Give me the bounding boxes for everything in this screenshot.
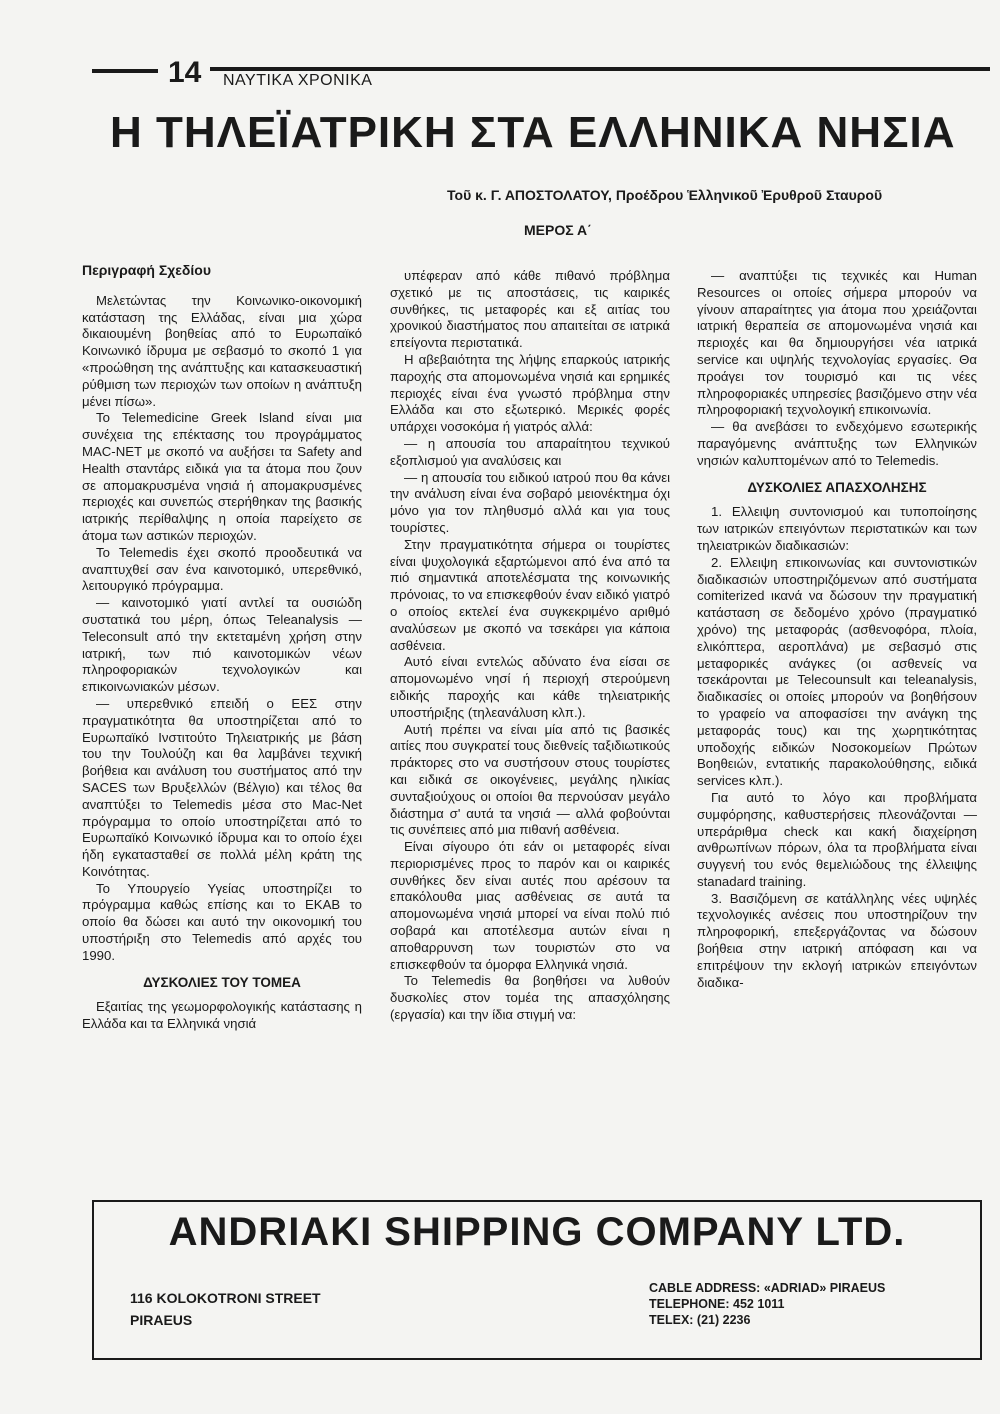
paragraph: Το Telemedis έχει σκοπό προοδευτικά να αναπτυχθεί σαν ένα καινοτομικό, υπερεθνικό, λειτουργικό πρόγραμμα. [82, 544, 362, 594]
paragraph: Αυτό είναι εντελώς αδύνατο ένα είσαι σε απομονωμένο νησί ή περιοχή στερούμενη ειδικής παροχής και κάθε τηλειατρικής υποστήριξης (τηλεανάλυση κλπ.). [390, 654, 670, 720]
section-heading: Περιγραφή Σχεδίου [82, 262, 212, 278]
paragraph: υπέφεραν από κάθε πιθανό πρόβλημα σχετικό με τις αποστάσεις, τις καιρικές συνθήκες, τις μεταφορές και εξ αιτίας του χρονικού διαστήματος που απαιτείται σε ιατρικά επείγοντα περιστατικά. [390, 268, 670, 351]
advertiser-name: ANDRIAKI SHIPPING COMPANY LTD. [168, 1210, 906, 1254]
cable-address: CABLE ADDRESS: «ADRIAD» PIRAEUS [649, 1281, 886, 1295]
paragraph: 3. Βασιζόμενη σε κατάλληλης νέες υψηλές τεχνολογικές ανέσεις που υποστηρίζουν την πληροφορική, επεξεργάζοντας να δώσουν βοήθεια στην ιατρική απόφαση και να επιτρέψουν την εκλογή ιατρικών επειγόντων διαδικα- [697, 890, 977, 990]
telex: TELEX: (21) 2236 [649, 1313, 751, 1327]
paragraph: 2. Ελλειψη επικοινωνίας και συντονιστικών διαδικασιών υποστηριζόμενων από συστήματα comiterized ικανά να δώσουν την πραγματική κατάσταση σε δεδομένο χρόνο (πραγματικό χρόνο) της μεταφοράς (ασθενοφόρα, πλοία, ελικόπτερα, αεροπλάνα) με σεβασμό στις μεταφορικές ανάγκες (οι ασθενείς να τσεκάρονται με Telecounsult και teleanalysis, διαδικασίες οι οποίες μπορούν να βοηθήσουν το γραφείο να αποφασίσει την ανάγκη της μεταφοράς τους) και της χωρητικότητας υποδοχής ειδικών Νοσοκομείων Πρώτων Βοηθειών, εντατικής παρακολούθησης, ειδικά services κλπ.). [697, 554, 977, 789]
article-byline: Τοῦ κ. Γ. ΑΠΟΣΤΟΛΑΤΟΥ, Προέδρου Ἑλληνικοῦ Ἐρυθροῦ Σταυροῦ [447, 187, 883, 203]
section-heading: ΔΥΣΚΟΛΙΕΣ ΤΟΥ ΤΟΜΕΑ [143, 974, 301, 990]
paragraph: Στην πραγματικότητα σήμερα οι τουρίστες είναι ψυχολογικά εξαρτώμενοι από ένα από τα πιό σημαντικά αποτελέσματα της κοινωνικής πρόνοιας, το να επισκεφθούν έναν ειδικό γιατρό ο οποίος εκτελεί ένα συγκεκριμένο αριθμό αναλύσεων με σκοπό να τσεκάρει για κάποια ασθένεια. [390, 536, 670, 653]
paragraph: Η αβεβαιότητα της λήψης επαρκούς ιατρικής παροχής στα απομονωμένα νησιά και ερημικές περιοχές είναι ένα γνωστό πρόβλημα στην Ελλάδα και στο εξωτερικό. Μερικές φορές υπάρχει νοσοκόμα ή γιατρός αλλά: [390, 351, 670, 435]
header-rule-right [210, 67, 990, 71]
paragraph: Το Telemedicine Greek Island είναι μια συνέχεια της επέκτασης του προγράμματος MAC-NET με σκοπό να αυξήσει τα Safety and Health σταντάρς ειδικά για τα άτομα που ζουν σε απομακρυσμένα νησιά ή απομακρυσμένες περιοχές και συνεπώς στερήθηκαν της βασικής ιατρικής περίθαλψης η οποία παρείχετο σε άτομα των αστικών περιοχών. [82, 410, 362, 543]
paragraph: Αυτή πρέπει να είναι μία από τις βασικές αιτίες που συγκρατεί τους διεθνείς ταξιδιωτικούς πράκτορες στο να συστήσουν στους τουρίστες και ειδικά σε οικογένειες, μεγάλης ηλικίας συνταξιούχους οι οποίοι θα περνούσαν μεγάλο διάστημα σ' αυτά τα νησιά — αλλά φοβούνται τις συνέπειες από μια πιθανή ασθένεια. [390, 721, 670, 838]
telephone: TELEPHONE: 452 1011 [649, 1297, 785, 1311]
paragraph: Το Υπουργείο Υγείας υποστηρίζει το πρόγραμμα καθώς επίσης και το ΕΚΑΒ το οποίο θα δώσει και αυτό την οικονομική του υποστήριξη στο Telemedis από αρχές του 1990. [82, 880, 362, 963]
paragraph: Το Telemedis θα βοηθήσει να λυθούν δυσκολίες στον τομέα της απασχόλησης (εργασία) και την ίδια στιγμή να: [390, 973, 670, 1023]
article-column-1 [82, 262, 362, 1032]
advertiser-contact [649, 1280, 885, 1328]
advertiser-address [130, 1287, 321, 1331]
section-heading: ΔΥΣΚΟΛΙΕΣ ΑΠΑΣΧΟΛΗΣΗΣ [747, 479, 927, 495]
paragraph: 1. Ελλειψη συντονισμού και τυποποίησης των ιατρικών επειγόντων περιστατικών και των τηλειατρικών διαδικασιών: [697, 504, 977, 553]
publication-name: ΝΑΥΤΙΚΑ ΧΡΟΝΙΚΑ [223, 72, 373, 89]
page-number: 14 [168, 56, 202, 89]
paragraph: Μελετώντας την Κοινωνικο-οικονομική κατάσταση της Ελλάδας, είναι μια χώρα δικαιουμένη βοηθείας από το Ευρωπαϊκό Κοινωνικό ίδρυμα με σεβασμό το σκοπό 1 για «προώθηση της ανάπτυξης και κατασκευαστική ρύθμιση των περιοχών των οποίων η ανάπτυξη μένει πίσω». [82, 292, 362, 409]
paragraph: — υπερεθνικό επειδή ο ΕΕΣ στην πραγματικότητα θα υποστηρίζεται από το Ευρωπαϊκό Ινστιτούτο Τηλειατρικής με βάση του την Τουλούζη και θα λαμβάνει τεχνική βοήθεια και ανάλυση του συστήματος από την SACES των Βρυξελλών (Βέλγιο) και τέλος θα αναπτύξει το Telemedis μέσα στο Mac-Net πρόγραμμα το οποίο υποστηρίζεται από το Ευρωπαϊκό Κοινωνικό ίδρυμα και το οποίο έχει ήδη εγκατασταθεί σε πολλά μέλη κράτη της Κοινότητας. [82, 695, 362, 879]
paragraph: — αναπτύξει τις τεχνικές και Human Resources οι οποίες σήμερα μπορούν να γίνουν απαραίτητες για άτομα που χρειάζονται ιατρική θεραπεία σε απομονωμένα νησιά και περιοχές και θα δημιουργήσει νέα ιατρικά service και υψηλής τεχνολογίας εργασίες. Θα προάγει τον τουρισμό και τις νέες πληροφοριακές υπηρεσίες βασιζόμενο στην νέα πληροφοριακή τεχνολογική επικοινωνία. [697, 268, 977, 418]
paragraph: — καινοτομικό γιατί αντλεί τα ουσιώδη συστατικά του μέρη, όπως Teleanalysis — Teleconsult από την εκτεταμένη χρήση στην ιατρική, των πιό καινοτομικών νέων πληροφοριακών τεχνολογικών και επικοινωνιακών μέσων. [82, 595, 362, 695]
address-city: PIRAEUS [130, 1312, 193, 1328]
header-rule-left [92, 69, 158, 73]
paragraph: Εξαιτίας της γεωμορφολογικής κατάστασης η Ελλάδα και τα Ελληνικά νησιά [82, 999, 362, 1032]
paragraph: — η απουσία του ειδικού ιατρού που θα κάνει την ανάλυση είναι ένα σοβαρό μειονέκτημα όχι μόνο για τον πληθυσμό αλλά και για τους τουρίστες. [390, 469, 670, 535]
paragraph: Είναι σίγουρο ότι εάν οι μεταφορές είναι περιορισμένες προς το παρόν και οι καιρικές συνθήκες δεν είναι αυτές που αρέσουν τα επακόλουθα μιας ασθένειας σε αυτά τα απομονωμένα νησιά μπορεί να είναι πολύ πιό σοβαρά και αποτέλεσμα αυτών είναι η αποθαρρυνση των τουριστών στο να επισκεφθούν τα όμορφα Ελληνικά νησιά. [390, 839, 670, 972]
paragraph: — η απουσία του απαραίτητου τεχνικού εξοπλισμού για αναλύσεις και [390, 435, 670, 468]
article-column-3 [697, 268, 977, 990]
article-column-2 [390, 268, 670, 1023]
paragraph: — θα ανεβάσει το ενδεχόμενο εσωτερικής παραγόμενης ανάπτυξης των Ελληνικών νησιών καλυπτομένων από το Telemedis. [697, 419, 977, 468]
article-part: ΜΕΡΟΣ Α΄ [524, 222, 592, 238]
address-street: 116 KOLOKOTRONI STREET [130, 1290, 321, 1306]
advertisement-box [92, 1200, 982, 1360]
article-title: Η ΤΗΛΕΪΑΤΡΙΚΗ ΣΤΑ ΕΛΛΗΝΙΚΑ ΝΗΣΙΑ [110, 108, 956, 157]
paragraph: Για αυτό το λόγο και προβλήματα συμφόρησης, καθυστερήσεις πλεονάζονται — υπεράριθμα check και κακή διαχείρηση ανθρωπίνων πόρων, όλα τα προβλήματα είναι συγγενή του ενός θεμελιώδους της έλλειψης stanadard training. [697, 789, 977, 889]
